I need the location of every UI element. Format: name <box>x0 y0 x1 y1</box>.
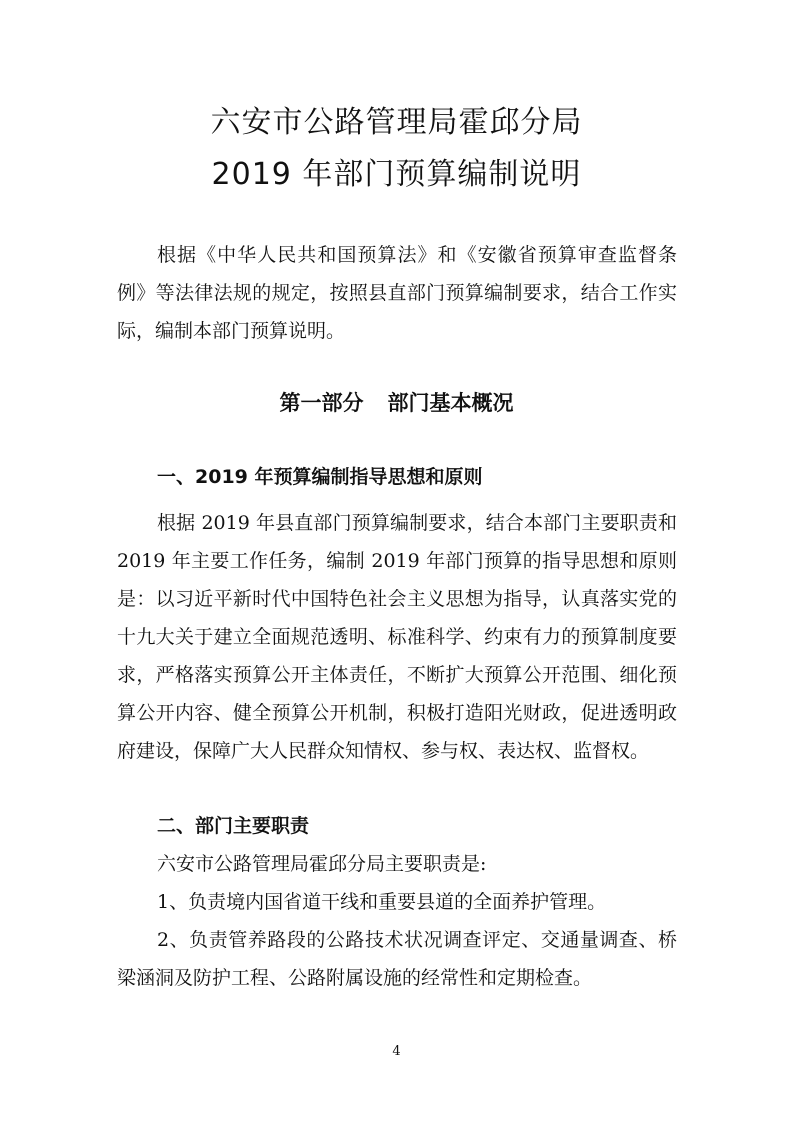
duty-item-1: 1、负责境内国省道干线和重要县道的全面养护管理。 <box>157 891 607 913</box>
document-title-line1: 六安市公路管理局霍邱分局 <box>210 105 583 140</box>
section1-heading: 一、2019 年预算编制指导思想和原则 <box>157 466 483 488</box>
section2-heading: 二、部门主要职责 <box>157 815 310 837</box>
section1-paragraph: 根据 2019 年县直部门预算编制要求，结合本部门主要职责和 2019 年主要工作任务，编制 2019 年部门预算的指导思想和原则是：以习近平新时代中国特色社会主义思想为指导，认真落实党的十九大关于建立全面规范透明、标准科学、约束有力的预算制度要求，严格落实预算公开主体责任，不断扩大预算公开范围、细化预算公开内容、健全预算公开机制，积极打造阳光财政，促进透明政府建设，保障广大人民群众知情权、参与权、表达权、监督权。 <box>117 512 677 762</box>
page-number: 4 <box>392 1044 401 1059</box>
section2-lead: 六安市公路管理局霍邱分局主要职责是: <box>157 853 487 875</box>
document-title-line2: 2019 年部门预算编制说明 <box>211 157 582 192</box>
part-name: 部门基本概况 <box>387 391 514 415</box>
duty-item-2: 2、负责管养路段的公路技术状况调查评定、交通量调查、桥梁涵洞及防护工程、公路附属设施的经常性和定期检查。 <box>117 929 677 989</box>
part-label: 第一部分 <box>279 391 364 415</box>
intro-paragraph: 根据《中华人民共和国预算法》和《安徽省预算审查监督条例》等法律法规的规定，按照县直部门预算编制要求，结合工作实际，编制本部门预算说明。 <box>117 244 677 342</box>
part-title <box>0 388 793 418</box>
